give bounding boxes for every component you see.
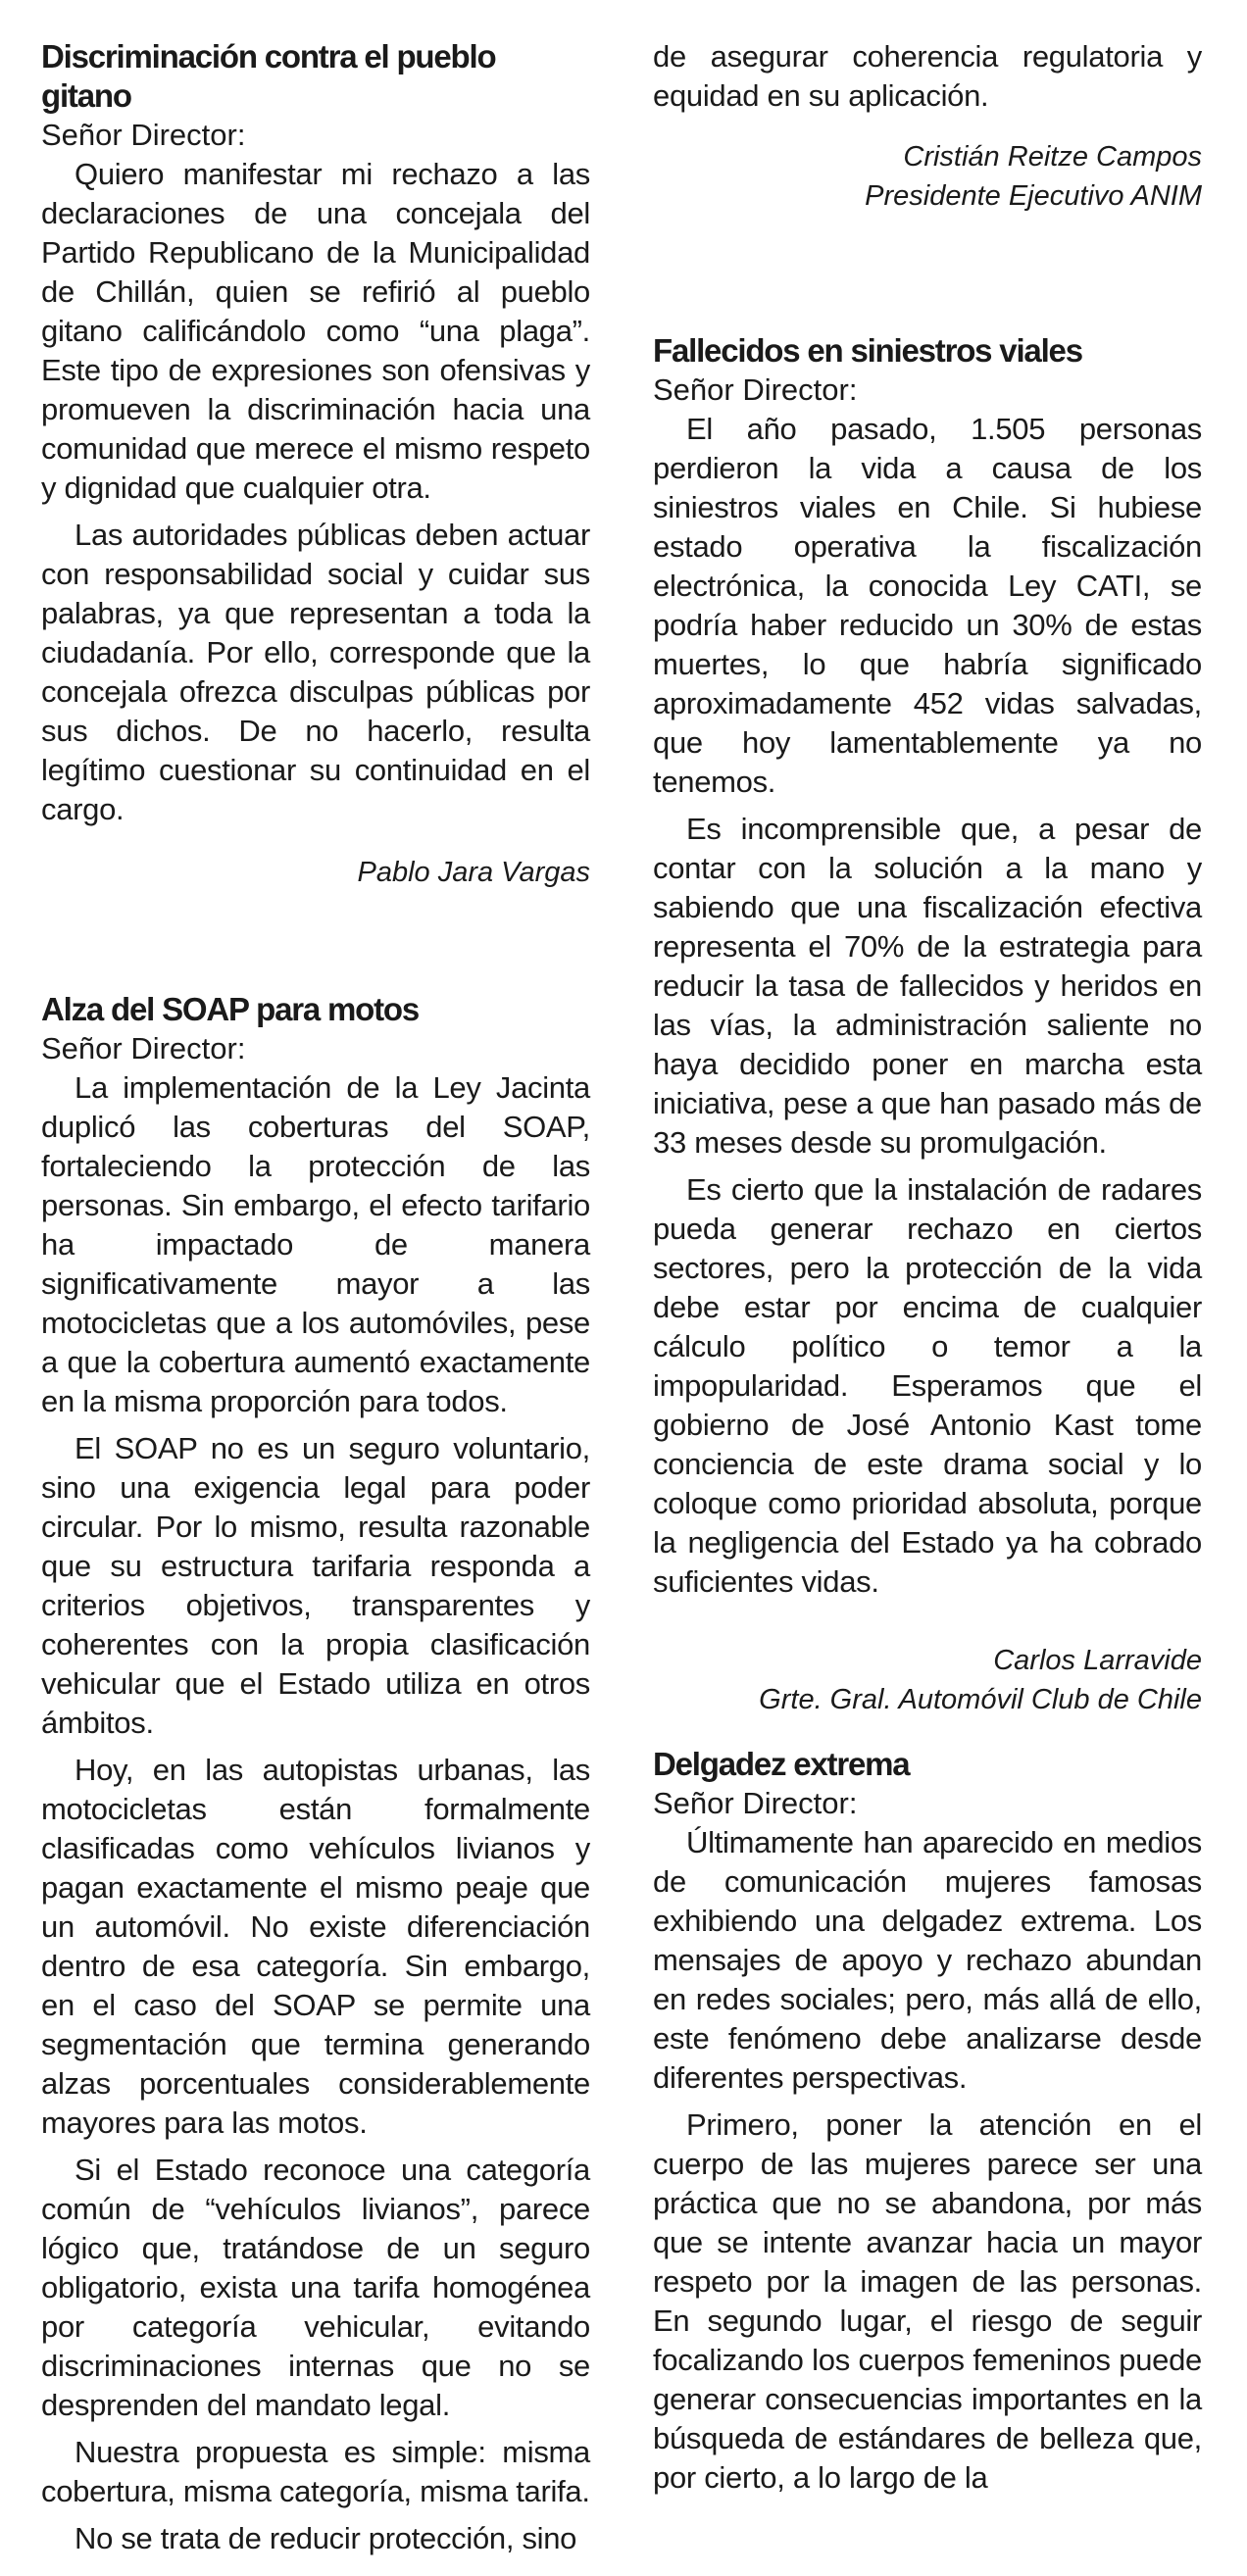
letter-title: Alza del SOAP para motos: [41, 991, 420, 1027]
letter-paragraph: Si el Estado reconoce una categoría común de “vehículos livianos”, parece lógico que, tratándose de un seguro obligatorio, exista una tarifa homogénea por categoría vehicular, evitando discriminaciones internas que no se desprenden del mandato legal.: [41, 2153, 590, 2422]
letter-title: Delgadez extrema: [653, 1746, 910, 1782]
letter-paragraph: Últimamente han aparecido en medios de comunicación mujeres famosas exhibiendo una delgadez extrema. Los mensajes de apoyo y rechazo abundan en redes sociales; pero, más allá de ello, este fenómeno debe analizarse desde diferentes perspectivas.: [653, 1825, 1202, 2095]
signature-block: [653, 1641, 1202, 1719]
letter-salutation: Señor Director:: [41, 1031, 246, 1065]
letter-paragraph: Primero, poner la atención en el cuerpo de las mujeres parece ser una práctica que no se abandona, por más que se intente avanzar hacia un mayor respeto por la imagen de las personas. En segundo lugar, el riesgo de seguir focalizando los cuerpos femeninos puede generar consecuencias importantes en la búsqueda de estándares de belleza que, por cierto, a lo largo de la: [653, 2107, 1202, 2495]
signature-block: [653, 137, 1202, 216]
signature-name: Carlos Larravide: [993, 1645, 1202, 1676]
letter-soap-continuation: [653, 37, 1202, 216]
letter-paragraph: Es incomprensible que, a pesar de contar con la solución a la mano y sabiendo que una fiscalización efectiva representa el 70% de la estrategia para reducir la tasa de fallecidos y heridos en las vías, la administración saliente no haya decidido poner en marcha esta iniciativa, pese a que han pasado más de 33 meses desde su promulgación.: [653, 812, 1202, 1160]
letter-delgadez: [653, 1745, 1202, 2505]
letter-paragraph: Las autoridades públicas deben actuar con responsabilidad social y cuidar sus palabras, ya que representan a toda la ciudadanía. Por ello, corresponde que la concejala ofrezca disculpas públicas por sus dichos. De no hacerlo, resulta legítimo cuestionar su continuidad en el cargo.: [41, 518, 590, 826]
letter-paragraph: La implementación de la Ley Jacinta duplicó las coberturas del SOAP, fortaleciendo la protección de las personas. Sin embargo, el efecto tarifario ha impactado de manera significativamente mayor a las motocicletas que a los automóviles, pese a que la cobertura aumentó exactamente en la misma proporción para todos.: [41, 1070, 590, 1418]
letter-paragraph: No se trata de reducir protección, sino: [75, 2521, 577, 2555]
letter-salutation: Señor Director:: [653, 1786, 858, 1820]
letter-soap: [41, 990, 590, 2566]
continuation-text: de asegurar coherencia regulatoria y equidad en su aplicación.: [653, 39, 1202, 113]
letter-fallecidos: [653, 331, 1202, 1719]
letter-paragraph: Es cierto que la instalación de radares pueda generar rechazo en ciertos sectores, pero la protección de la vida debe estar por encima de cualquier cálculo político o temor a la impopularidad. Esperamos que el gobierno de José Antonio Kast tome conciencia de este drama social y lo coloque como prioridad absoluta, porque la negligencia del Estado ya ha cobrado suficientes vidas.: [653, 1172, 1202, 1599]
signature-block: [41, 853, 590, 892]
letter-title: Fallecidos en siniestros viales: [653, 332, 1082, 369]
letter-title: Discriminación contra el pueblo gitano: [41, 38, 496, 114]
letter-paragraph: Quiero manifestar mi rechazo a las declaraciones de una concejala del Partido Republicano de la Municipalidad de Chillán, quien se refirió al pueblo gitano calificándolo como “una plaga”. Este tipo de expresiones son ofensivas y promueven la discriminación hacia una comunidad que merece el mismo respeto y dignidad que cualquier otra.: [41, 157, 590, 505]
signature-name: Cristián Reitze Campos: [903, 141, 1202, 173]
letter-paragraph: Hoy, en las autopistas urbanas, las motocicletas están formalmente clasificadas como vehículos livianos y pagan exactamente el mismo peaje que un automóvil. No existe diferenciación dentro de esa categoría. Sin embargo, en el caso del SOAP se permite una segmentación que termina generando alzas porcentuales considerablemente mayores para las motos.: [41, 1753, 590, 2140]
signature-role: Grte. Gral. Automóvil Club de Chile: [759, 1684, 1202, 1715]
letter-gitano: [41, 37, 590, 892]
signature-role: Presidente Ejecutivo ANIM: [865, 180, 1202, 212]
letter-paragraph: Nuestra propuesta es simple: misma cobertura, misma categoría, misma tarifa.: [41, 2435, 590, 2508]
letter-paragraph: El SOAP no es un seguro voluntario, sino una exigencia legal para poder circular. Por lo mismo, resulta razonable que su estructura tarifaria responda a criterios objetivos, transparentes y coherentes con la propia clasificación vehicular que el Estado utiliza en otros ámbitos.: [41, 1431, 590, 1740]
letter-salutation: Señor Director:: [653, 372, 858, 407]
letter-salutation: Señor Director:: [41, 118, 246, 152]
signature-name: Pablo Jara Vargas: [357, 857, 590, 888]
letter-paragraph: El año pasado, 1.505 personas perdieron la vida a causa de los siniestros viales en Chile. Si hubiese estado operativa la fiscalización electrónica, la conocida Ley CATI, se podría haber reducido un 30% de estas muertes, lo que habría significado aproximadamente 452 vidas salvadas, que hoy lamentablemente ya no tenemos.: [653, 412, 1202, 799]
